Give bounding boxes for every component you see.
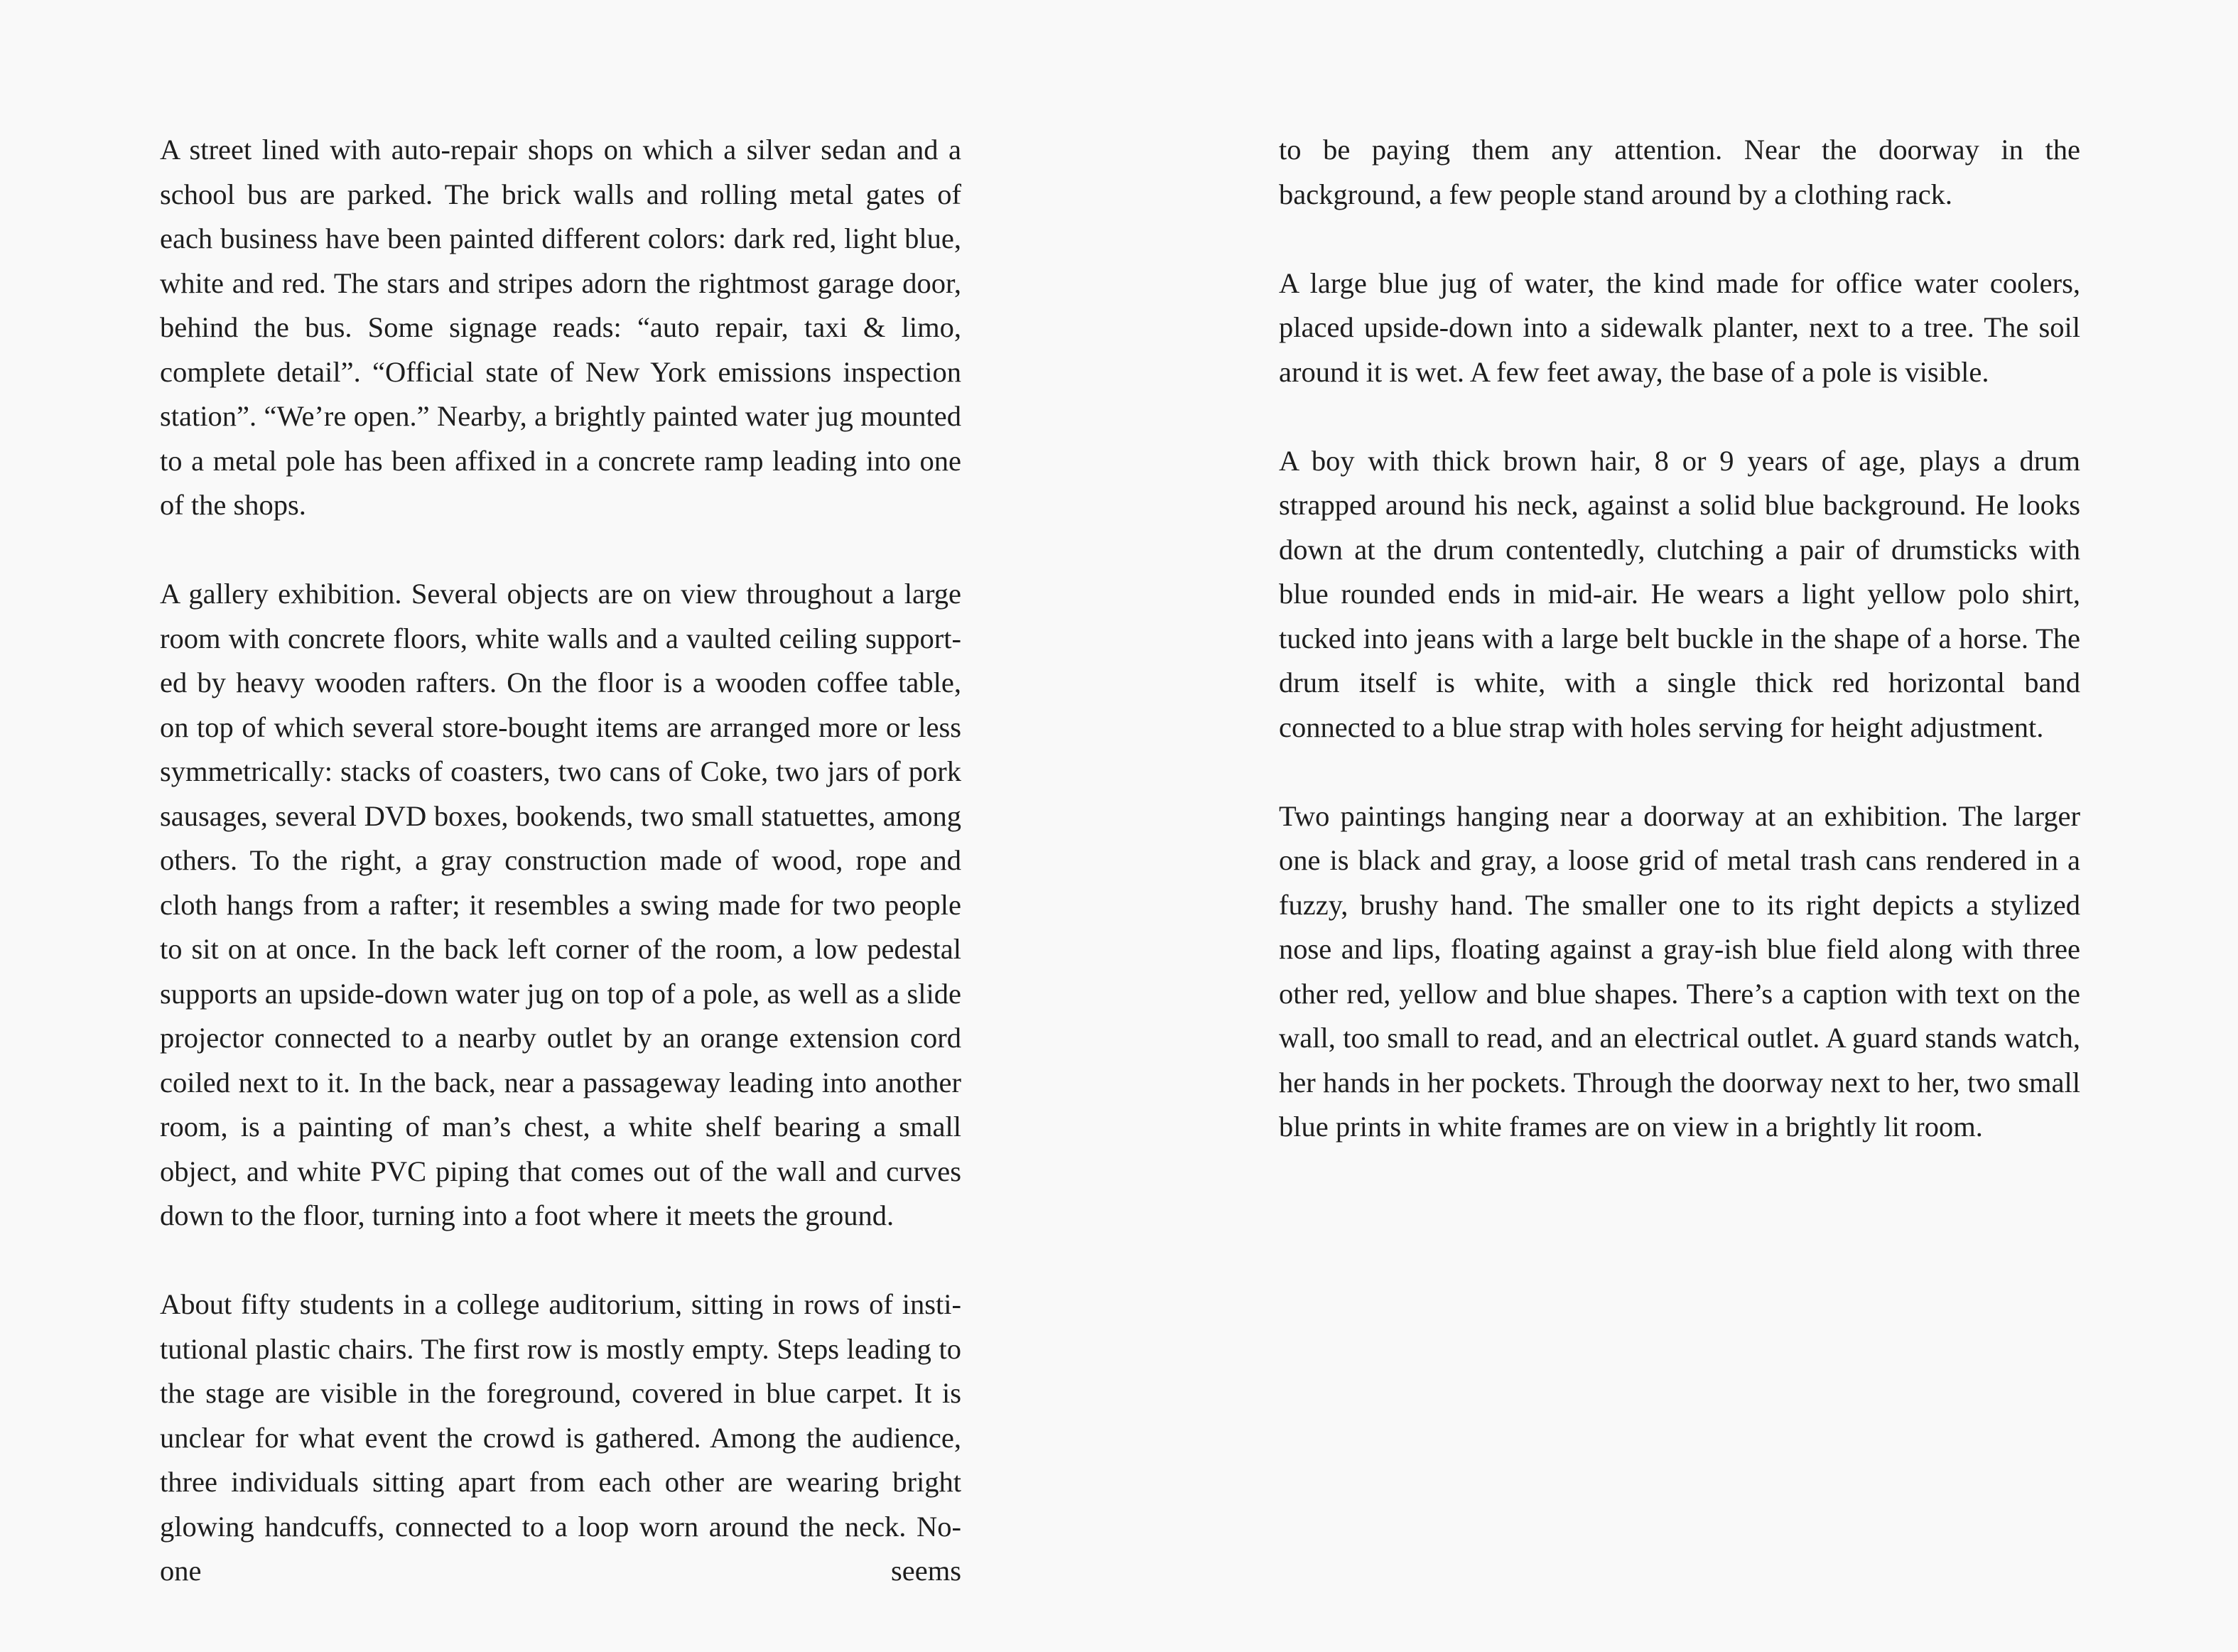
paragraph-college-auditorium: About fifty students in a college auditorium, sitting in rows of institutional plastic chairs. The first row is mostly empty. Steps leading to the stage are visible in the foreground, covered in blue carpet. It is unclear for what event the crowd is gathered. Among the audience, three individuals sitting apart from each other are wearing bright glowing handcuffs, connected to a loop worn around the neck. No-one seems bbox=[160, 1288, 961, 1587]
paragraph-boy-with-drum: A boy with thick brown hair, 8 or 9 years of age, plays a drum strapped around his neck, against a solid blue background. He looks down at the drum contentedly, clutching a pair of drumsticks with blue rounded ends in mid-air. He wears a light yellow polo shirt, tucked into jeans with a large belt buckle in the shape of a horse. The drum itself is white, with a single thick red horizontal band connected to a blue strap with holes serving for height adjustment. bbox=[1279, 444, 2080, 743]
paragraph-auditorium-continued: to be paying them any attention. Near the doorway in the background, a few people stand around by a clothing rack. bbox=[1279, 134, 2080, 210]
paragraph-blue-water-jug: A large blue jug of water, the kind made for office water coolers, placed upside-down into a sidewalk planter, next to a tree. The soil around it is wet. A few feet away, the base of a pole is visible. bbox=[1279, 266, 2080, 388]
right-page-text-column bbox=[1279, 128, 2080, 1150]
left-page-text-column bbox=[160, 128, 961, 1594]
paragraph-gallery-exhibition: A gallery exhibition. Several objects are on view throughout a large room with concrete floors, white walls and a vaulted ceiling supported by heavy wooden rafters. On the floor is a wooden coffee table, on top of which several store-bought items are arranged more or less symmetrically: stacks of coasters, two cans of Coke, two jars of pork sausages, several DVD boxes, bookends, two small statuettes, among others. To the right, a gray construction made of wood, rope and cloth hangs from a rafter; it resembles a swing made for two people to sit on at once. In the back left corner of the room, a low pedestal supports an upside-down water jug on top of a pole, as well as a slide projector connected to a nearby outlet by an orange extension cord coiled next to it. In the back, near a passageway leading into another room, is a painting of man’s chest, a white shelf bearing a small object, and white PVC piping that comes out of the wall and curves down to the floor, turning into a foot where it meets the ground. bbox=[160, 578, 961, 1231]
paragraph-auto-repair-street: A street lined with auto-repair shops on which a silver sedan and a school bus are parked. The brick walls and rolling metal gates of each business have been painted different colors: dark red, light blue, white and red. The stars and stripes adorn the rightmost garage door, behind the bus. Some signage reads: “auto repair, taxi & limo, complete detail”. “Official state of New York emissions inspection station”. “We’re open.” Nearby, a brightly painted water jug mounted to a metal pole has been affixed in a concrete ramp leading into one of the shops. bbox=[160, 134, 961, 521]
paragraph-two-paintings: Two paintings hanging near a doorway at an exhibition. The larger one is black and gray, a loose grid of metal trash cans rendered in a fuzzy, brushy hand. The smaller one to its right depicts a stylized nose and lips, floating against a gray-ish blue field along with three other red, yellow and blue shapes. There’s a caption with text on the wall, too small to read, and an electrical outlet. A guard stands watch, her hands in her pockets. Through the doorway next to her, two small blue prints in white frames are on view in a brightly lit room. bbox=[1279, 799, 2080, 1143]
